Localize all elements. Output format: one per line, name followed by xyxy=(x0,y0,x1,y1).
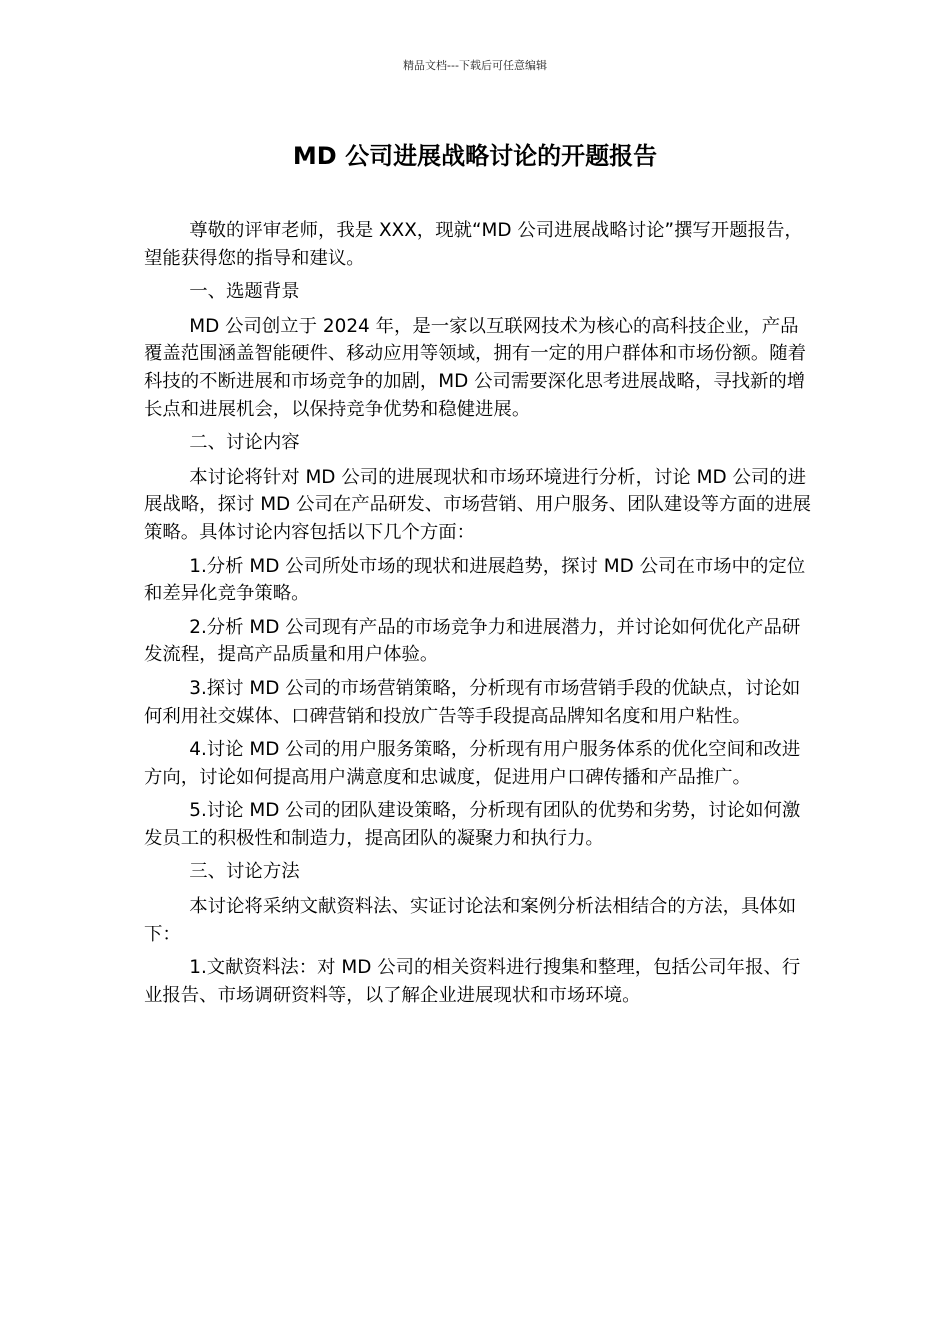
section-heading-method: 三、讨论方法 xyxy=(189,861,300,883)
page-header: 精品文档---下载后可任意编辑 xyxy=(403,59,547,72)
content-item-4: 4.讨论 MD 公司的用户服务策略，分析现有用户服务体系的优化空间和改进方向，讨论如何提高用户满意度和忠诚度，促进用户口碑传播和产品推广。 xyxy=(144,739,801,788)
method-intro-paragraph: 本讨论将采纳文献资料法、实证讨论法和案例分析法相结合的方法，具体如下： xyxy=(144,896,797,945)
content-item-2: 2.分析 MD 公司现有产品的市场竞争力和进展潜力，并讨论如何优化产品研发流程，提高产品质量和用户体验。 xyxy=(144,616,801,666)
intro-paragraph: 尊敬的评审老师，我是 XXX，现就“MD 公司进展战略讨论”撰写开题报告，望能获得您的指导和建议。 xyxy=(144,220,803,269)
background-paragraph: MD 公司创立于 2024 年，是一家以互联网技术为核心的高科技企业，产品覆盖范围涵盖智能硬件、移动应用等领域，拥有一定的用户群体和市场份额。随着科技的不断进展和市场竞争的加剧，MD 公司需要深化思考进展战略，寻找新的增长点和进展机会，以保持竞争优势和稳健进展。 xyxy=(144,315,807,420)
document-title: MD 公司进展战略讨论的开题报告 xyxy=(292,142,658,170)
section-heading-content: 二、讨论内容 xyxy=(189,432,300,454)
content-item-1: 1.分析 MD 公司所处市场的现状和进展趋势，探讨 MD 公司在市场中的定位和差异化竞争策略。 xyxy=(144,555,806,605)
section-heading-background: 一、选题背景 xyxy=(189,281,300,303)
document-body xyxy=(144,217,814,1015)
content-item-5: 5.讨论 MD 公司的团队建设策略，分析现有团队的优势和劣势，讨论如何激发员工的积极性和制造力，提高团队的凝聚力和执行力。 xyxy=(144,800,801,849)
method-item-1: 1.文献资料法：对 MD 公司的相关资料进行搜集和整理，包括公司年报、行业报告、市场调研资料等，以了解企业进展现状和市场环境。 xyxy=(144,957,801,1006)
content-item-3: 3.探讨 MD 公司的市场营销策略，分析现有市场营销手段的优缺点，讨论如何利用社交媒体、口碑营销和投放广告等手段提高品牌知名度和用户粘性。 xyxy=(144,677,801,727)
content-intro-paragraph: 本讨论将针对 MD 公司的进展现状和市场环境进行分析，讨论 MD 公司的进展战略，探讨 MD 公司在产品研发、市场营销、用户服务、团队建设等方面的进展策略。具体讨论内容包括以下几个方面： xyxy=(144,466,812,543)
